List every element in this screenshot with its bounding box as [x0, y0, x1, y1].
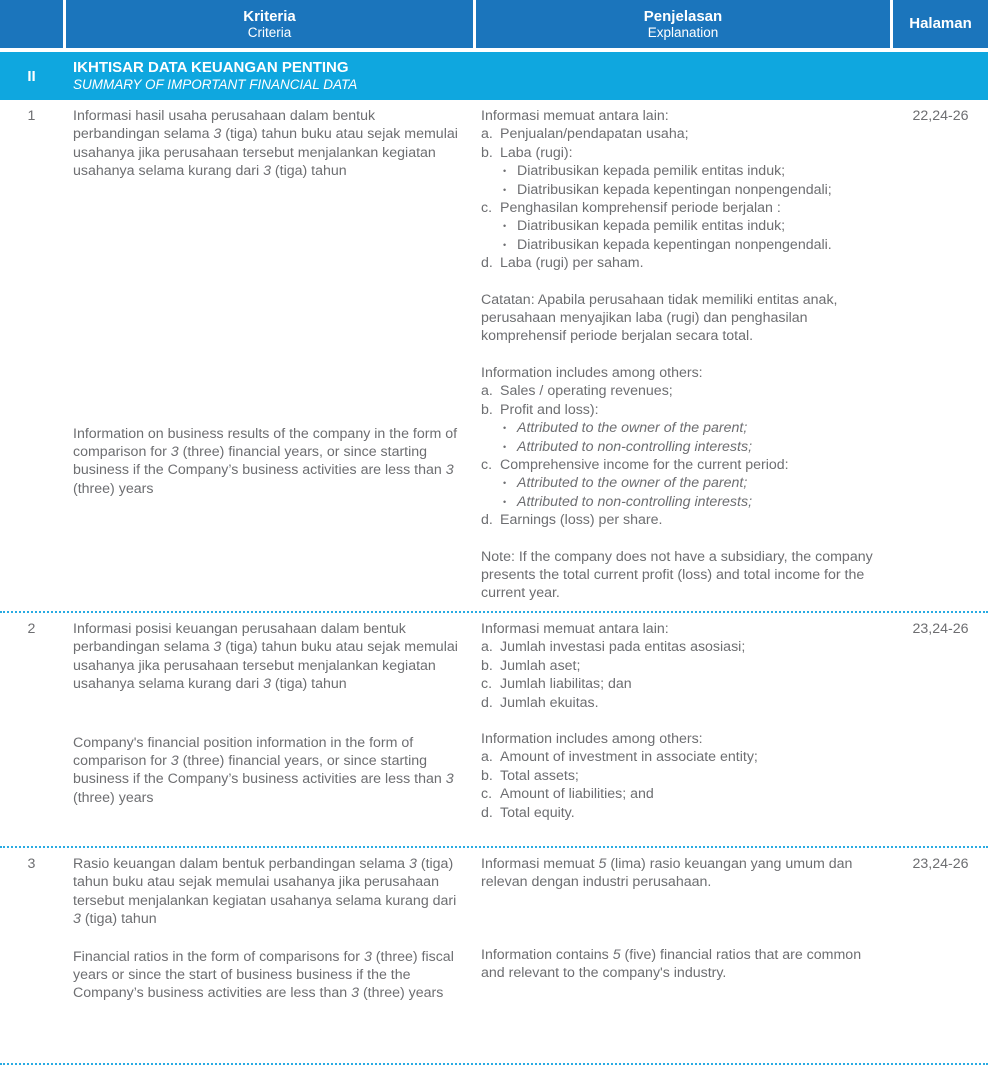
list-item-letter: d. — [481, 255, 493, 272]
explanation-paragraph: Informasi memuat antara lain: — [481, 621, 669, 637]
bullet-text: Attributed to non-controlling interests; — [517, 493, 753, 510]
list-item-text: Penghasilan komprehensif periode berjalan : — [500, 200, 781, 217]
explanation-paragraph: Note: If the company does not have a subsidiary, the company presents the total current profit (loss) and total income for the current year. — [481, 548, 873, 602]
table-row — [0, 613, 988, 848]
bullet-icon: • — [503, 441, 507, 452]
list-item-text: Amount of liabilities; and — [500, 786, 654, 803]
row-number: 1 — [27, 108, 36, 124]
list-item-text: Jumlah aset; — [500, 657, 581, 674]
bullet-icon: • — [503, 239, 507, 250]
header-explanation-label: Penjelasan — [643, 7, 723, 25]
explanation-cell — [476, 855, 890, 1063]
bullet-text: Diatribusikan kepada kepentingan nonpengendali; — [517, 181, 832, 198]
explanation-list-item — [481, 401, 886, 419]
list-item-letter: b. — [481, 657, 493, 674]
bullet-icon: • — [503, 184, 507, 195]
list-item-letter: a. — [481, 749, 493, 766]
bullet-text: Attributed to the owner of the parent; — [517, 475, 748, 492]
explanation-list-item — [481, 125, 886, 143]
criteria-text-indonesian: Informasi hasil usaha perusahaan dalam bentuk perbandingan selama 3 (tiga) tahun buku atau sejak memulai usahanya jika perusahaan tersebut menjalankan kegiatan usahanya selama kurang dari 3 (tiga) tahun — [73, 108, 458, 180]
list-item-text: Sales / operating revenues; — [500, 383, 673, 400]
header-page-label: Halaman — [909, 15, 972, 33]
explanation-sub-bullet — [481, 162, 886, 180]
bullet-text: Diatribusikan kepada kepentingan nonpengendali. — [517, 236, 832, 253]
list-item-letter: b. — [481, 401, 493, 418]
paragraph-gap — [481, 892, 886, 910]
explanation-list-item — [481, 456, 886, 474]
explanation-paragraph: Informasi memuat 5 (lima) rasio keuangan yang umum dan relevan dengan industri perusahaan. — [481, 856, 853, 891]
explanation-sub-bullet — [481, 419, 886, 437]
explanation-sub-bullet — [481, 217, 886, 235]
explanation-list-item — [481, 638, 886, 656]
header-criteria-label: Kriteria — [243, 7, 296, 25]
explanation-sub-bullet — [481, 181, 886, 199]
list-item-letter: a. — [481, 383, 493, 400]
bullet-icon: • — [503, 166, 507, 177]
list-item-text: Earnings (loss) per share. — [500, 512, 663, 529]
list-item-text: Jumlah liabilitas; dan — [500, 676, 632, 693]
list-item-letter: a. — [481, 639, 493, 656]
list-item-text: Amount of investment in associate entity; — [500, 749, 758, 766]
list-item-text: Laba (rugi): — [500, 144, 573, 161]
list-item-text: Total equity. — [500, 804, 575, 821]
list-item-text: Jumlah ekuitas. — [500, 694, 599, 711]
header-cell-page — [893, 0, 988, 48]
list-item-text: Total assets; — [500, 767, 579, 784]
criteria-text-english: Information on business results of the company in the form of comparison for 3 (three) financial years, or since starting business if the Company’s business activities are less than 3 (three) years — [73, 425, 458, 497]
section-number: II — [27, 67, 36, 85]
section-header — [0, 52, 988, 100]
criteria-text-english: Financial ratios in the form of comparisons for 3 (three) fiscal years or since the start of business business if the the Company’s business activities are less than 3 (three) years — [73, 948, 454, 1002]
paragraph-gap — [481, 928, 886, 946]
explanation-list-item — [481, 511, 886, 529]
criteria-text-indonesian: Rasio keuangan dalam bentuk perbandingan selama 3 (tiga) tahun buku atau sejak memulai usahanya jika perusahaan tersebut menjalankan kegiatan usahanya selama kurang dari 3 (tiga) tahun — [73, 856, 457, 928]
criteria-cell — [66, 107, 473, 611]
header-cell-criteria — [66, 0, 473, 48]
list-item-text: Penjualan/pendapatan usaha; — [500, 126, 689, 143]
section-title: IKHTISAR DATA KEUANGAN PENTING — [73, 58, 349, 76]
explanation-paragraph: Information contains 5 (five) financial ratios that are common and relevant to the company's industry. — [481, 946, 862, 982]
paragraph-gap — [481, 910, 886, 928]
bullet-icon: • — [503, 478, 507, 489]
explanation-list-item — [481, 748, 886, 766]
header-criteria-sublabel: Criteria — [247, 24, 292, 40]
explanation-sub-bullet — [481, 493, 886, 511]
paragraph-gap — [481, 712, 886, 730]
bullet-text: Diatribusikan kepada pemilik entitas induk; — [517, 163, 786, 180]
explanation-paragraph: Informasi memuat antara lain: — [481, 108, 669, 124]
page-reference: 22,24-26 — [912, 108, 969, 124]
bullet-icon: • — [503, 423, 507, 434]
page-reference: 23,24-26 — [912, 856, 969, 872]
list-item-text: Laba (rugi) per saham. — [500, 255, 644, 272]
table-row — [0, 100, 988, 613]
bullet-text: Attributed to the owner of the parent; — [517, 420, 748, 437]
page-reference: 23,24-26 — [912, 621, 969, 637]
explanation-list-item — [481, 694, 886, 712]
list-item-text: Profit and loss): — [500, 401, 599, 418]
header-cell-explanation — [476, 0, 890, 48]
row-number: 2 — [27, 621, 36, 637]
list-item-text: Jumlah investasi pada entitas asosiasi; — [500, 639, 746, 656]
explanation-list-item — [481, 199, 886, 217]
bullet-text: Diatribusikan kepada pemilik entitas induk; — [517, 218, 786, 235]
explanation-paragraph: Information includes among others: — [481, 731, 703, 748]
explanation-list-item — [481, 785, 886, 803]
criteria-text-indonesian: Informasi posisi keuangan perusahaan dalam bentuk perbandingan selama 3 (tiga) tahun buku atau sejak memulai usahanya jika perusahaan tersebut menjalankan kegiatan usahanya selama kurang dari 3 (tiga) tahun — [73, 621, 458, 693]
list-item-letter: b. — [481, 767, 493, 784]
list-item-letter: d. — [481, 694, 493, 711]
explanation-list-item — [481, 382, 886, 400]
list-item-letter: d. — [481, 804, 493, 821]
table-row — [0, 848, 988, 1065]
section-subtitle: SUMMARY OF IMPORTANT FINANCIAL DATA — [73, 77, 358, 93]
list-item-letter: c. — [481, 786, 493, 803]
criteria-cell — [66, 620, 473, 846]
paragraph-gap — [481, 530, 886, 548]
list-item-letter: c. — [481, 200, 493, 217]
explanation-cell — [476, 620, 890, 846]
paragraph-gap — [481, 346, 886, 364]
explanation-cell — [476, 107, 890, 611]
explanation-list-item — [481, 675, 886, 693]
explanation-paragraph: Catatan: Apabila perusahaan tidak memiliki entitas anak, perusahaan menyajikan laba (rugi) dan penghasilan komprehensif periode berjalan secara total. — [481, 291, 838, 345]
list-item-letter: c. — [481, 456, 493, 473]
row-number: 3 — [27, 856, 36, 872]
list-item-letter: c. — [481, 676, 493, 693]
explanation-list-item — [481, 144, 886, 162]
explanation-paragraph: Information includes among others: — [481, 364, 703, 381]
criteria-cell — [66, 855, 473, 1063]
bullet-icon: • — [503, 221, 507, 232]
explanation-list-item — [481, 657, 886, 675]
explanation-list-item — [481, 804, 886, 822]
explanation-sub-bullet — [481, 236, 886, 254]
bullet-text: Attributed to non-controlling interests; — [517, 438, 753, 455]
list-item-letter: d. — [481, 512, 493, 529]
criteria-text-english: Company's financial position information in the form of comparison for 3 (three) financial years, or since starting business if the Company’s business activities are less than 3 (three) years — [73, 734, 454, 806]
header-cell-number — [0, 0, 63, 48]
list-item-letter: b. — [481, 144, 493, 161]
list-item-text: Comprehensive income for the current period: — [500, 456, 789, 473]
section-titles — [63, 59, 988, 94]
bullet-icon: • — [503, 496, 507, 507]
explanation-sub-bullet — [481, 474, 886, 492]
header-explanation-sublabel: Explanation — [647, 24, 719, 40]
table-header — [0, 0, 988, 48]
explanation-list-item — [481, 767, 886, 785]
list-item-letter: a. — [481, 126, 493, 143]
explanation-list-item — [481, 254, 886, 272]
table-body — [0, 100, 988, 1065]
paragraph-gap — [481, 273, 886, 291]
explanation-sub-bullet — [481, 438, 886, 456]
